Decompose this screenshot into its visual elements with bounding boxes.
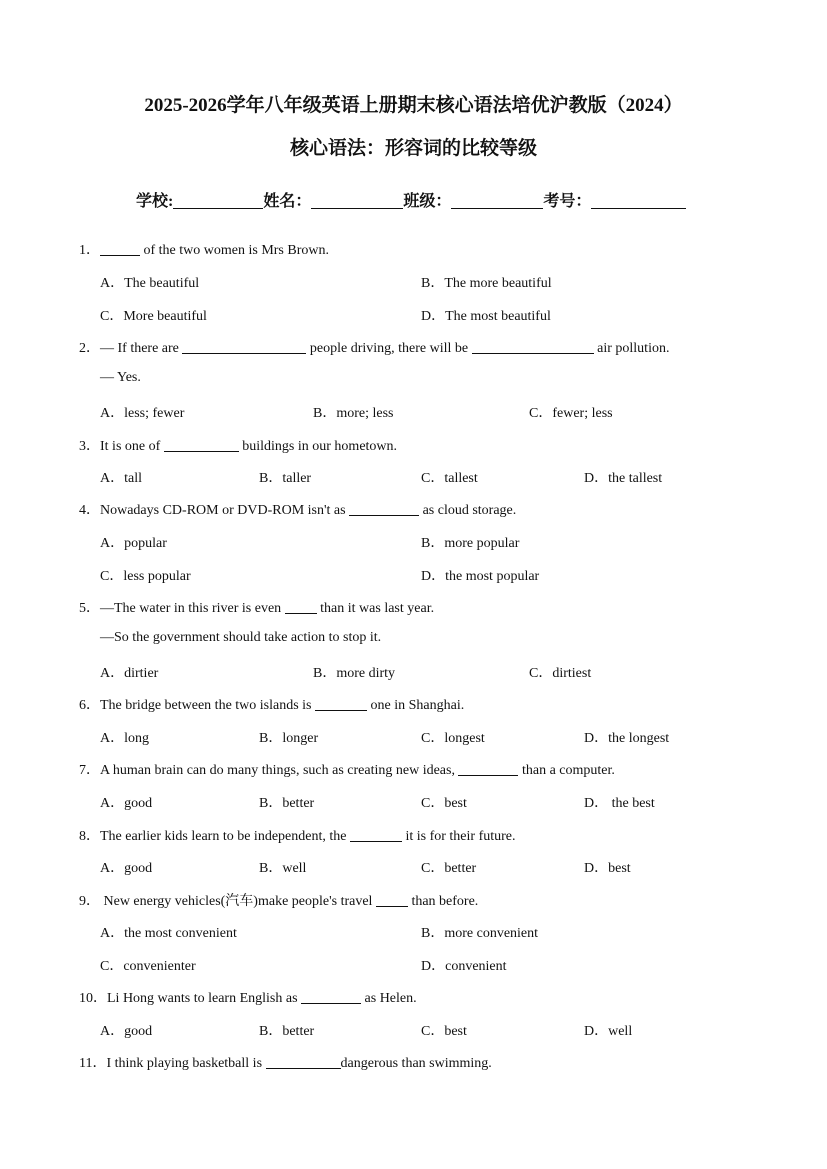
option-d[interactable]: D．The most beautiful [421, 309, 551, 324]
option-a[interactable]: A．The beautiful [100, 276, 200, 291]
question-8: 8．The earlier kids learn to be independent, the it is for their future. [79, 829, 516, 844]
option-b[interactable]: B．better [259, 796, 315, 811]
option-c[interactable]: C．dirtiest [529, 666, 592, 681]
class-label: 班级： [403, 193, 452, 210]
question-7: 7．A human brain can do many things, such as creating new ideas, than a computer. [79, 763, 615, 778]
answer-blank [315, 697, 367, 711]
option-b[interactable]: B．more popular [421, 536, 520, 551]
option-d[interactable]: D．the longest [584, 731, 670, 746]
option-c[interactable]: C．tallest [421, 471, 478, 486]
option-a[interactable]: A．the most convenient [100, 926, 237, 941]
class-field[interactable] [451, 192, 543, 209]
exam-no-label: 考号： [543, 193, 592, 210]
option-c[interactable]: C．better [421, 861, 477, 876]
option-a[interactable]: A．good [100, 861, 153, 876]
option-b[interactable]: B．longer [259, 731, 319, 746]
question-11: 11．I think playing basketball is dangerous than swimming. [79, 1056, 492, 1071]
option-b[interactable]: B．taller [259, 471, 312, 486]
question-4: 4．Nowadays CD-ROM or DVD-ROM isn't as as cloud storage. [79, 503, 517, 518]
option-c[interactable]: C．longest [421, 731, 485, 746]
answer-blank [472, 340, 594, 354]
answer-blank [349, 502, 419, 516]
name-field[interactable] [311, 192, 403, 209]
option-d[interactable]: D． the best [584, 796, 655, 811]
question-6: 6．The bridge between the two islands is one in Shanghai. [79, 698, 465, 713]
option-c[interactable]: C．best [421, 1024, 467, 1039]
option-d[interactable]: D．the most popular [421, 569, 540, 584]
option-b[interactable]: B．more; less [313, 406, 394, 421]
option-b[interactable]: B．more convenient [421, 926, 539, 941]
option-b[interactable]: B．The more beautiful [421, 276, 552, 291]
option-a[interactable]: A．tall [100, 471, 142, 486]
answer-blank [285, 600, 317, 614]
option-b[interactable]: B．more dirty [313, 666, 396, 681]
question-9: 9． New energy vehicles(汽车)make people's travel than before. [79, 894, 479, 909]
option-a[interactable]: A．good [100, 796, 153, 811]
question-5-line2: —So the government should take action to stop it. [100, 630, 382, 645]
school-field[interactable] [173, 192, 263, 209]
option-a[interactable]: A．dirtier [100, 666, 159, 681]
answer-blank [301, 990, 361, 1004]
answer-blank [458, 762, 518, 776]
page-title: 2025-2026学年八年级英语上册期末核心语法培优沪教版（2024） [144, 95, 683, 116]
answer-blank [266, 1055, 341, 1069]
page-subtitle: 核心语法：形容词的比较等级 [289, 138, 537, 159]
option-c[interactable]: C．less popular [100, 569, 191, 584]
option-d[interactable]: D．convenient [421, 959, 507, 974]
option-c[interactable]: C．best [421, 796, 467, 811]
answer-blank [182, 340, 306, 354]
answer-blank [350, 828, 402, 842]
option-a[interactable]: A．good [100, 1024, 153, 1039]
question-5: 5．—The water in this river is even than it was last year. [79, 601, 435, 616]
option-d[interactable]: D．best [584, 861, 631, 876]
exam-no-field[interactable] [591, 192, 686, 209]
question-2-line2: — Yes. [100, 370, 141, 385]
option-d[interactable]: D．well [584, 1024, 633, 1039]
question-1: 1． of the two women is Mrs Brown. [79, 243, 329, 258]
answer-blank [164, 438, 239, 452]
student-info-line [136, 188, 686, 211]
option-a[interactable]: A．popular [100, 536, 167, 551]
option-b[interactable]: B．well [259, 861, 307, 876]
option-d[interactable]: D．the tallest [584, 471, 663, 486]
answer-blank [100, 242, 140, 256]
answer-blank [376, 893, 408, 907]
option-a[interactable]: A．less; fewer [100, 406, 185, 421]
option-b[interactable]: B．better [259, 1024, 315, 1039]
option-c[interactable]: C．More beautiful [100, 309, 207, 324]
name-label: 姓名： [263, 193, 312, 210]
option-c[interactable]: C．fewer; less [529, 406, 613, 421]
question-10: 10．Li Hong wants to learn English as as Helen. [79, 991, 417, 1006]
option-a[interactable]: A．long [100, 731, 149, 746]
question-2: 2．— If there are people driving, there will be air pollution. [79, 341, 670, 356]
option-c[interactable]: C．convenienter [100, 959, 196, 974]
question-3: 3．It is one of buildings in our hometown. [79, 439, 398, 454]
school-label: 学校: [136, 193, 174, 210]
